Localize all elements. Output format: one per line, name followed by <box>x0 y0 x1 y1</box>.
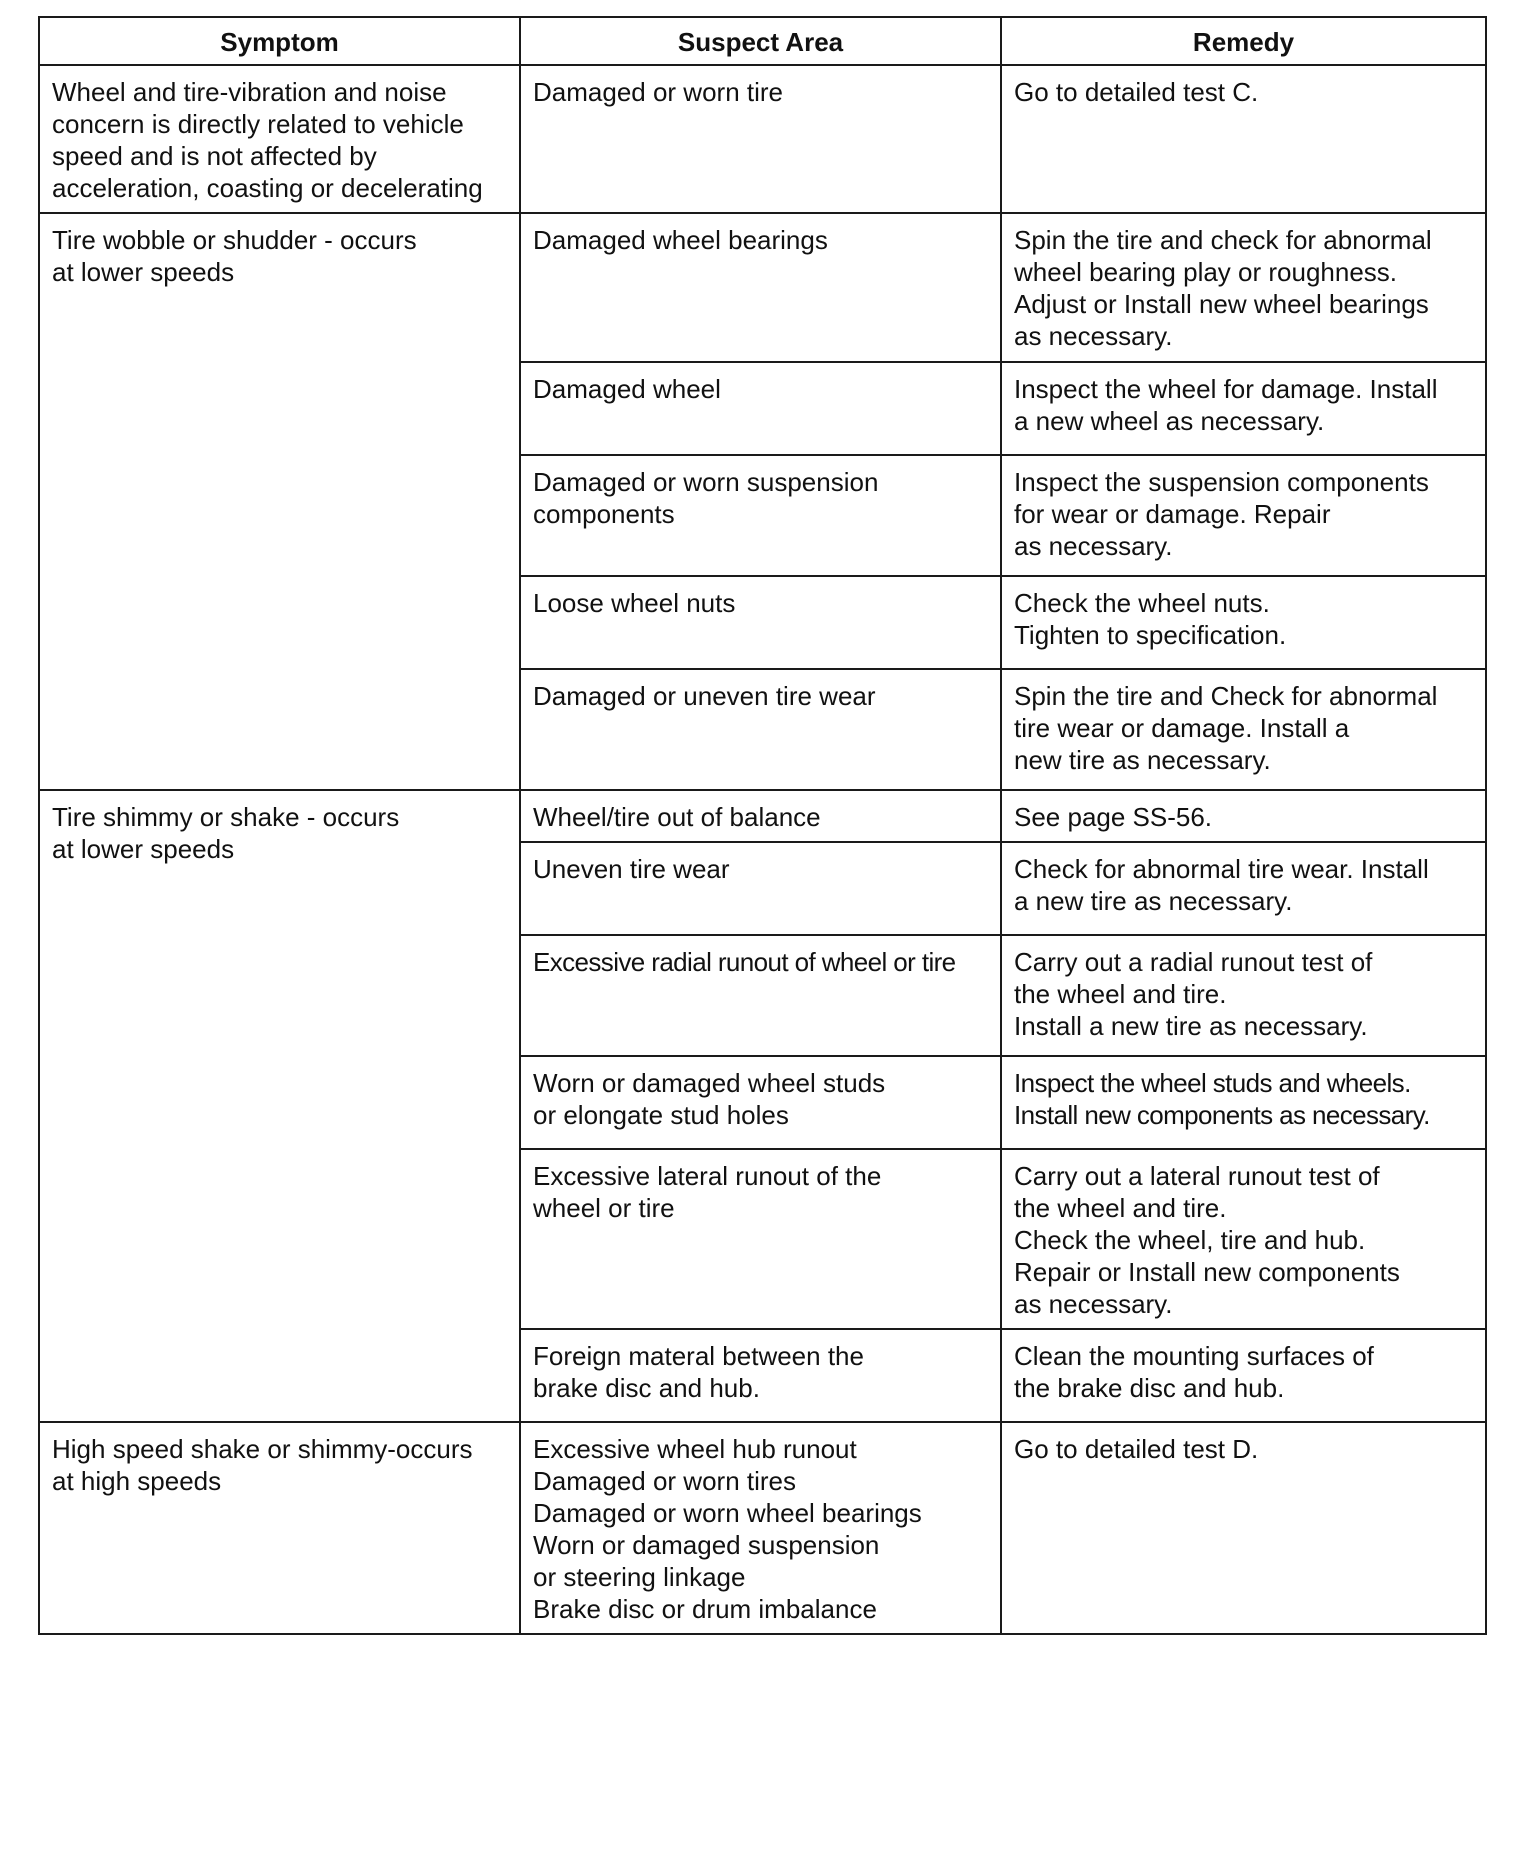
diagnosis-table <box>38 16 1487 1635</box>
suspect-area-cell: Uneven tire wear <box>520 842 1001 935</box>
header-remedy: Remedy <box>1001 17 1486 65</box>
diagnosis-table-page <box>38 16 1485 1635</box>
remedy-cell: Clean the mounting surfaces of the brake disc and hub. <box>1001 1329 1486 1422</box>
suspect-area-cell: Excessive lateral runout of the wheel or tire <box>520 1149 1001 1329</box>
symptom-cell: Wheel and tire-vibration and noise concern is directly related to vehicle speed and is not affected by acceleration, coasting or decelerating <box>39 65 520 213</box>
suspect-area-cell: Foreign materal between the brake disc and hub. <box>520 1329 1001 1422</box>
remedy-cell: Inspect the wheel studs and wheels. Install new components as necessary. <box>1001 1056 1486 1149</box>
suspect-area-cell: Damaged wheel bearings <box>520 213 1001 362</box>
header-symptom: Symptom <box>39 17 520 65</box>
suspect-area-cell: Excessive radial runout of wheel or tire <box>520 935 1001 1056</box>
remedy-cell: Inspect the wheel for damage. Install a new wheel as necessary. <box>1001 362 1486 455</box>
remedy-cell: See page SS-56. <box>1001 790 1486 842</box>
table-row <box>39 1422 1486 1634</box>
suspect-area-cell: Damaged or uneven tire wear <box>520 669 1001 790</box>
header-row <box>39 17 1486 65</box>
table-row <box>39 213 1486 362</box>
table-header <box>39 17 1486 65</box>
suspect-area-cell: Excessive wheel hub runout Damaged or worn tires Damaged or worn wheel bearings Worn or damaged suspension or steering linkage Brake disc or drum imbalance <box>520 1422 1001 1634</box>
remedy-cell: Spin the tire and Check for abnormal tire wear or damage. Install a new tire as necessary. <box>1001 669 1486 790</box>
symptom-cell: High speed shake or shimmy-occurs at high speeds <box>39 1422 520 1634</box>
remedy-cell: Check for abnormal tire wear. Install a new tire as necessary. <box>1001 842 1486 935</box>
suspect-area-cell: Damaged or worn tire <box>520 65 1001 213</box>
remedy-cell: Carry out a radial runout test of the wheel and tire. Install a new tire as necessary. <box>1001 935 1486 1056</box>
remedy-cell: Inspect the suspension components for wear or damage. Repair as necessary. <box>1001 455 1486 576</box>
table-body <box>39 65 1486 1634</box>
symptom-cell: Tire wobble or shudder - occurs at lower speeds <box>39 213 520 790</box>
header-suspect-area: Suspect Area <box>520 17 1001 65</box>
symptom-cell: Tire shimmy or shake - occurs at lower speeds <box>39 790 520 1422</box>
suspect-area-cell: Worn or damaged wheel studs or elongate stud holes <box>520 1056 1001 1149</box>
remedy-cell: Carry out a lateral runout test of the wheel and tire. Check the wheel, tire and hub. Repair or Install new components as necessary. <box>1001 1149 1486 1329</box>
table-row <box>39 790 1486 842</box>
suspect-area-cell: Wheel/tire out of balance <box>520 790 1001 842</box>
suspect-area-cell: Damaged wheel <box>520 362 1001 455</box>
suspect-area-cell: Loose wheel nuts <box>520 576 1001 669</box>
table-row <box>39 65 1486 213</box>
remedy-cell: Go to detailed test C. <box>1001 65 1486 213</box>
remedy-cell: Go to detailed test D. <box>1001 1422 1486 1634</box>
remedy-cell: Spin the tire and check for abnormal wheel bearing play or roughness. Adjust or Install new wheel bearings as necessary. <box>1001 213 1486 362</box>
remedy-cell: Check the wheel nuts. Tighten to specification. <box>1001 576 1486 669</box>
suspect-area-cell: Damaged or worn suspension components <box>520 455 1001 576</box>
